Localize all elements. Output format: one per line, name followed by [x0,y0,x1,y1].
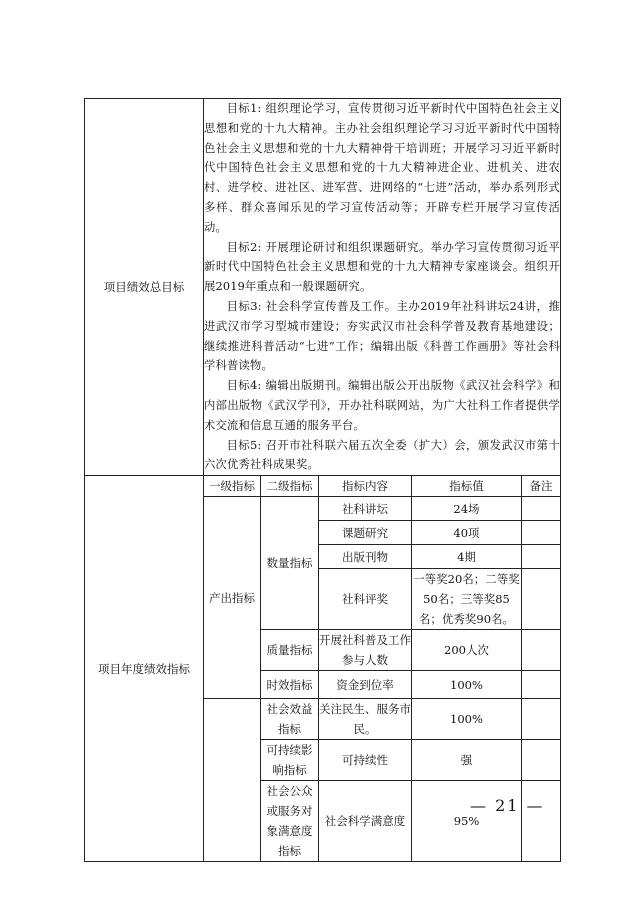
header-level1: 一级指标 [204,476,261,497]
effect-indicator-label [204,699,261,862]
sustain-indicator-label: 可持续影响指标 [261,740,319,781]
quality-value: 200人次 [412,630,522,671]
output-indicator-label: 产出指标 [204,497,261,699]
quality-indicator-label: 质量指标 [261,630,319,671]
annual-indicators-label: 项目年度绩效指标 [85,476,204,862]
research-content: 课题研究 [319,521,412,545]
remark-cell [522,545,561,569]
goal-3: 目标3: 社会科学宣传普及工作。主办2019年社科讲坛24讲，推进武汉市学习型城市建设；夯实武汉市社会科学普及教育基地建设；继续推进科普活动“七进”工作；编辑出版《科普工作画册》等社会科学科普读物。 [204,299,561,373]
sustain-value: 强 [412,740,522,781]
remark-cell [522,740,561,781]
remark-cell [522,497,561,521]
remark-cell [522,569,561,630]
timeliness-value: 100% [412,671,522,699]
goal-2: 目标2: 开展理论研讨和组织课题研究。举办学习宣传贯彻习近平新时代中国特色社会主义思想和党的十九大精神专家座谈会。组织开展2019年重点和一般课题研究。 [204,240,561,294]
satisfaction-value: 95% [412,781,522,862]
satisfaction-content: 社会科学满意度 [319,781,412,862]
page-number: — 21 — [470,796,545,815]
header-value: 指标值 [412,476,522,497]
goal-1: 目标1: 组织理论学习，宣传贯彻习近平新时代中国特色社会主义思想和党的十九大精神。主办社会组织理论学习习近平新时代中国特色社会主义思想和党的十九大精神骨干培训班；开展学习习近平新时代中国特色社会主义思想和党的十九大精神进企业、进机关、进农村、进学校、进社区、进军营、进网络的“七进”活动，举办系列形式多样、群众喜闻乐见的学习宣传活动等；开辟专栏开展学习宣传活动。 [204,102,561,234]
goal-5: 目标5: 召开市社科联六届五次全委（扩大）会，颁发武汉市第十六次优秀社科成果奖。 [204,438,561,472]
social-value: 100% [412,699,522,740]
quality-content: 开展社科普及工作参与人数 [319,630,412,671]
quantity-indicator-label: 数量指标 [261,497,319,630]
remark-cell [522,781,561,862]
social-content: 关注民生、服务市民。 [319,699,412,740]
sustain-content: 可持续性 [319,740,412,781]
performance-table [84,98,561,862]
remark-cell [522,671,561,699]
timeliness-indicator-label: 时效指标 [261,671,319,699]
header-level2: 二级指标 [261,476,319,497]
lecture-value: 24场 [412,497,522,521]
lecture-content: 社科讲坛 [319,497,412,521]
research-value: 40项 [412,521,522,545]
summary-goals-row [85,99,561,476]
publication-value: 4期 [412,545,522,569]
social-indicator-label: 社会效益指标 [261,699,319,740]
annual-header-row [85,476,561,497]
remark-cell [522,521,561,545]
goal-4: 目标4: 编辑出版期刊。编辑出版公开出版物《武汉社会科学》和内部出版物《武汉学刊》，开办社科联网站，为广大社科工作者提供学术交流和信息互通的服务平台。 [204,379,561,432]
header-content: 指标内容 [319,476,412,497]
summary-goals-label: 项目绩效总目标 [85,99,204,476]
header-remark: 备注 [522,476,561,497]
timeliness-content: 资金到位率 [319,671,412,699]
award-content: 社科评奖 [319,569,412,630]
publication-content: 出版刊物 [319,545,412,569]
satisfaction-indicator-label: 社会公众或服务对象满意度指标 [261,781,319,862]
remark-cell [522,699,561,740]
summary-goals-content [204,99,561,476]
award-value: 一等奖20名；二等奖50名；三等奖85名；优秀奖90名。 [412,569,522,630]
remark-cell [522,630,561,671]
